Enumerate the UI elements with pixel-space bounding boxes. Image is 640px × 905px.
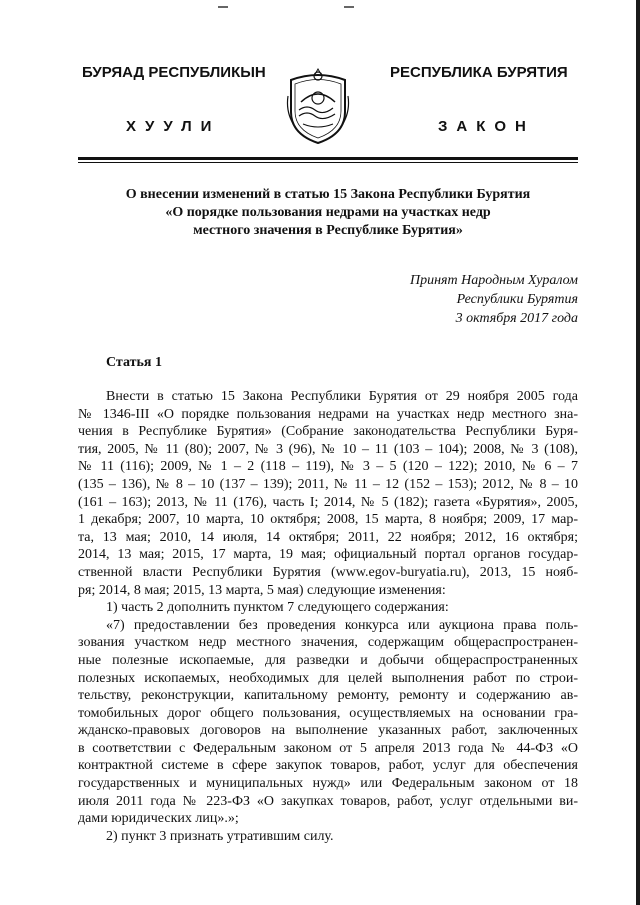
law-title-line: О внесении изменений в статью 15 Закона Республики Бурятия xyxy=(125,187,531,202)
header-left-subtitle: ХУУЛИ xyxy=(126,118,221,135)
body-line: ные полезные ископаемые, для разведки и добычи общераспространенных xyxy=(78,652,578,668)
body-line: тельству, реконструкции, капитальному ремонту, ремонту и содержанию ав- xyxy=(78,688,578,704)
scan-mark xyxy=(218,6,228,8)
body-line: июля 2011 года № 223-ФЗ «О закупках товаров, работ, услуг отдельными ви- xyxy=(78,793,578,809)
header-right-title: РЕСПУБЛИКА БУРЯТИЯ xyxy=(390,64,568,81)
law-title xyxy=(78,186,578,240)
body-line: та, 13 мая; 2010, 14 июля, 14 октября; 2011, 22 ноября; 2012, 16 октября; xyxy=(78,529,578,545)
body-line: полезных ископаемых, необходимых для целей выполнения работ по строи- xyxy=(78,670,578,686)
body-line: (135 – 136), № 8 – 10 (137 – 139); 2011, № 11 – 12 (152 – 153); 2012, № 8 – 10 xyxy=(78,476,578,492)
body-line: контрактной системе в сфере закупок товаров, работ, услуг для обеспечения xyxy=(78,758,578,774)
body-line: 2014, 13 мая; 2015, 17 марта, 19 мая; официальный портал органов государ- xyxy=(78,547,578,563)
body-line: зования участком недр местного значения, содержащим общераспространен- xyxy=(78,635,578,651)
header-rule xyxy=(78,157,578,160)
body-line: чения в Республике Бурятия» (Собрание законодательства Республики Буря- xyxy=(78,424,578,440)
body-line: ственной власти Республики Бурятия (www.egov-buryatia.ru), 2013, 15 нояб- xyxy=(78,564,578,580)
body-line: тия, 2005, № 11 (80); 2007, № 3 (96), № 10 – 11 (103 – 104); 2008, № 3 (108), xyxy=(78,441,578,457)
adoption-line: Принят Народным Хуралом xyxy=(409,273,578,288)
coat-of-arms-emblem-icon xyxy=(285,66,351,146)
scan-edge xyxy=(636,0,640,905)
scan-mark xyxy=(344,6,354,8)
adoption-date: 3 октября 2017 года xyxy=(455,311,578,326)
body-line: 1 декабря; 2007, 10 марта, 10 октября; 2008, 15 марта, 8 ноября; 2009, 17 мар- xyxy=(78,512,578,528)
body-line: 2) пункт 3 признать утратившим силу. xyxy=(106,828,334,844)
adoption-line: Республики Бурятия xyxy=(456,292,578,307)
body-line: «7) предоставлении без проведения конкурса или аукциона права поль- xyxy=(106,617,578,633)
body-line: жданско-правовых договоров на выполнение указанных работ, заключенных xyxy=(78,723,578,739)
header-right-subtitle: ЗАКОН xyxy=(438,118,535,135)
body-line: № 1346-III «О порядке пользования недрами на участках недр местного зна- xyxy=(78,406,578,422)
article-body xyxy=(78,388,578,845)
body-line: 1) часть 2 дополнить пунктом 7 следующего содержания: xyxy=(106,600,449,616)
law-title-line: «О порядке пользования недрами на участках недр xyxy=(165,205,491,220)
article-heading: Статья 1 xyxy=(106,355,162,370)
body-line: ря; 2014, 8 мая; 2015, 13 марта, 5 мая) следующие изменения: xyxy=(78,582,446,598)
header-left-title: БУРЯАД РЕСПУБЛИКЫН xyxy=(82,64,266,81)
body-line: в соответствии с Федеральным законом от 5 апреля 2013 года № 44-ФЗ «О xyxy=(78,740,578,756)
body-line: (161 – 163); 2013, № 11 (176), часть I; 2014, № 5 (182); газета «Бурятия», 2005, xyxy=(78,494,578,510)
header-rule-thin xyxy=(78,162,578,163)
law-title-line: местного значения в Республике Бурятия» xyxy=(193,223,463,238)
body-line: Внести в статью 15 Закона Республики Бурятия от 29 ноября 2005 года xyxy=(106,389,578,404)
body-line: № 11 (116); 2009, № 1 – 2 (118 – 119), № 3 – 5 (120 – 122); 2010, № 6 – 7 xyxy=(78,459,578,475)
body-line: государственных и муниципальных нужд» или Федеральным законом от 18 xyxy=(78,776,578,792)
adoption-note xyxy=(410,271,578,328)
body-line: дами юридических лиц».»; xyxy=(78,811,239,827)
body-line: томобильных дорог общего пользования, осуществляемых на основании гра- xyxy=(78,705,578,721)
